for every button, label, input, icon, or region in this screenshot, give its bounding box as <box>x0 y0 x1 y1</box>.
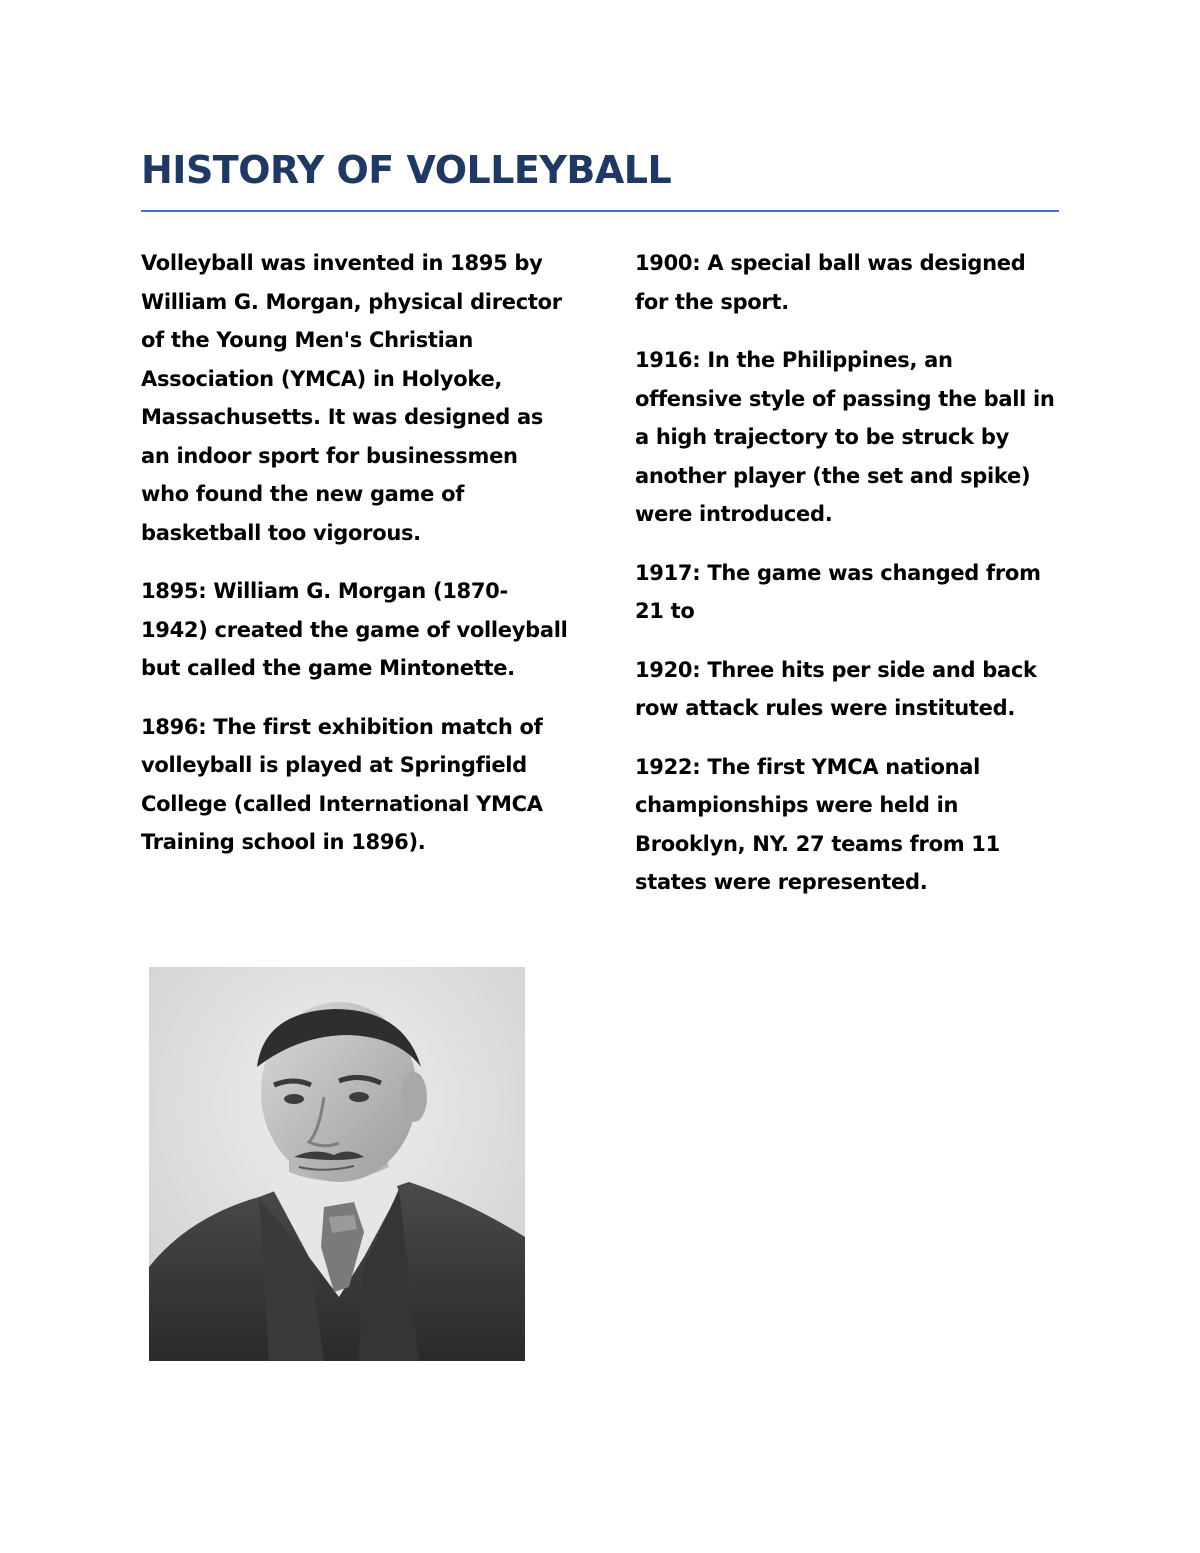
title-underline <box>141 210 1059 212</box>
portrait-photo <box>149 967 525 1361</box>
timeline-entry-1900: 1900: A special ball was designed for the sport. <box>635 251 1026 314</box>
page-title: HISTORY OF VOLLEYBALL <box>141 148 672 192</box>
timeline-entry-1916: 1916: In the Philippines, an offensive style of passing the ball in a high trajectory to be struck by another player (the set and spike) were introduced. <box>635 348 1055 526</box>
timeline-entry-1896: 1896: The first exhibition match of volleyball is played at Springfield College (called International YMCA Training school in 1896). <box>141 714 543 854</box>
timeline-entry-1922: 1922: The first YMCA national championships were held in Brooklyn, NY. 27 teams from 11 states were represented. <box>635 754 1000 894</box>
right-column <box>635 244 1065 922</box>
portrait-illustration <box>149 967 525 1361</box>
timeline-entry-1917: 1917: The game was changed from 21 to <box>635 560 1041 623</box>
left-column <box>141 244 571 882</box>
timeline-entry-1895: 1895: William G. Morgan (1870-1942) created the game of volleyball but called the game Mintonette. <box>141 579 568 680</box>
intro-paragraph: Volleyball was invented in 1895 by William G. Morgan, physical director of the Young Men's Christian Association (YMCA) in Holyoke, Massachusetts. It was designed as an indoor sport for businessmen who found the new game of basketball too vigorous. <box>141 251 562 545</box>
timeline-entry-1920: 1920: Three hits per side and back row attack rules were instituted. <box>635 657 1037 720</box>
